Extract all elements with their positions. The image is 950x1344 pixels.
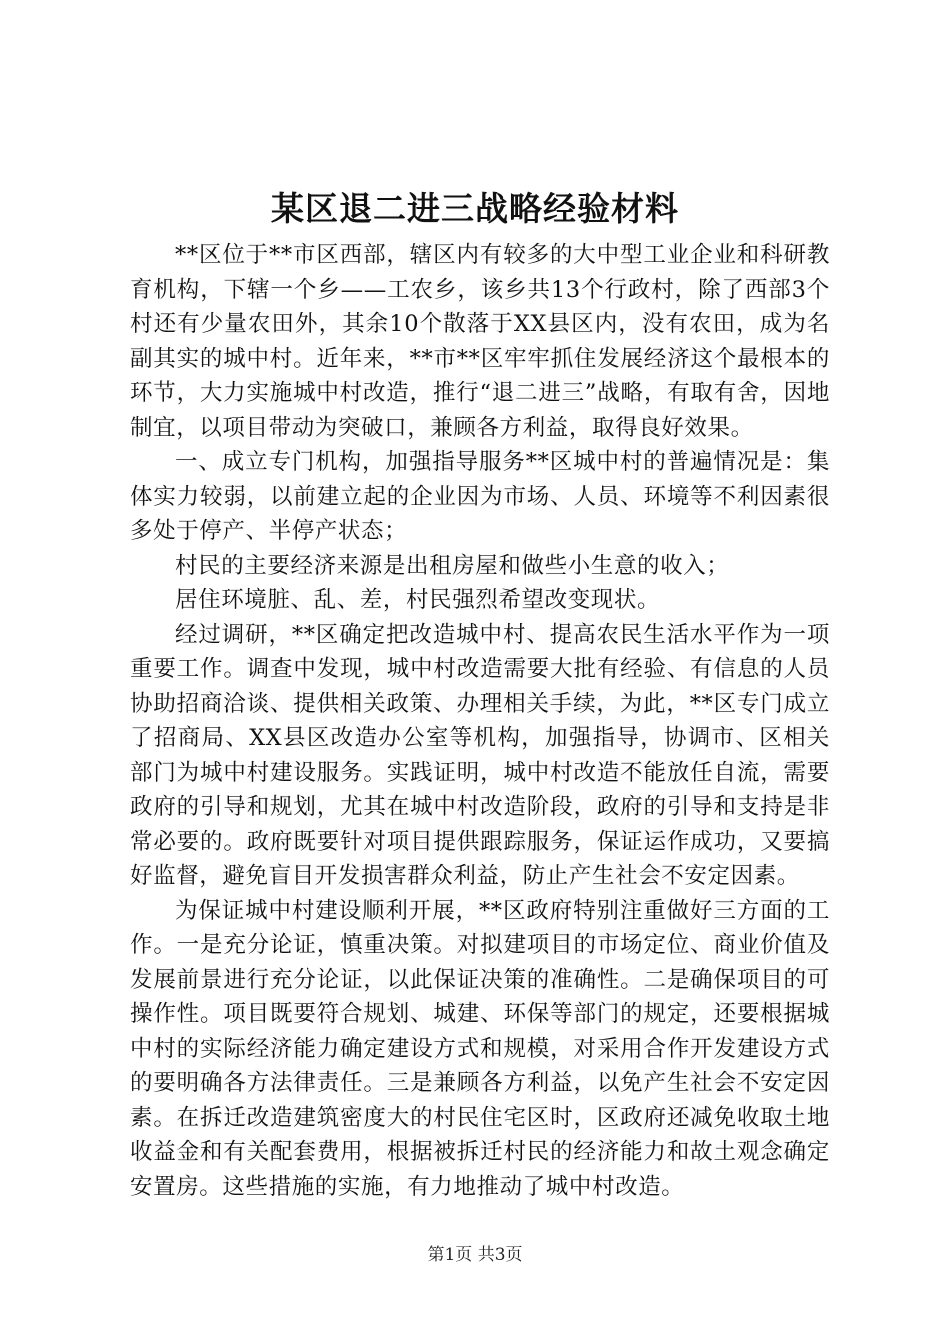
paragraph-research: 经过调研，**区确定把改造城中村、提高农民生活水平作为一项重要工作。调查中发现，城中村改造需要大批有经验、有信息的人员协助招商洽谈、提供相关政策、办理相关手续，为此，**区专门成立了招商局、XX县区改造办公室等机构，加强指导，协调市、区相关部门为城中村建设服务。实践证明，城中村改造不能放任自流，需要政府的引导和规划，尤其在城中村改造阶段，政府的引导和支持是非常必要的。政府既要针对项目提供跟踪服务，保证运作成功，又要搞好监督，避免盲目开发损害群众利益，防止产生社会不安定因素。 (130, 621, 830, 889)
document-title: 某区退二进三战略经验材料 (271, 189, 679, 228)
document-body (130, 238, 830, 1204)
paragraph-intro: **区位于**市区西部，辖区内有较多的大中型工业企业和科研教育机构，下辖一个乡——工农乡，该乡共13个行政村，除了西部3个村还有少量农田外，其余10个散落于XX县区内，没有农田，成为名副其实的城中村。近年来，**市**区牢牢抓住发展经济这个最根本的环节，大力实施城中村改造，推行“退二进三”战略，有取有舍，因地制宜，以项目带动为突破口，兼顾各方利益，取得良好效果。 (130, 242, 830, 441)
paragraph-section-one: 一、成立专门机构，加强指导服务**区城中村的普遍情况是：集体实力较弱，以前建立起的企业因为市场、人员、环境等不利因素很多处于停产、半停产状态； (130, 449, 830, 544)
paragraph-living-environment: 居住环境脏、乱、差，村民强烈希望改变现状。 (175, 587, 661, 613)
page-footer: 第1页 共3页 (427, 1245, 523, 1265)
paragraph-villager-income: 村民的主要经济来源是出租房屋和做些小生意的收入； (175, 552, 730, 579)
paragraph-three-aspects: 为保证城中村建设顺利开展，**区政府特别注重做好三方面的工作。一是充分论证，慎重决策。对拟建项目的市场定位、商业价值及发展前景进行充分论证，以此保证决策的准确性。二是确保项目的可操作性。项目既要符合规划、城建、环保等部门的规定，还要根据城中村的实际经济能力确定建设方式和规模，对采用合作开发建设方式的要明确各方法律责任。三是兼顾各方利益，以免产生社会不安定因素。在拆迁改造建筑密度大的村民住宅区时，区政府还减免收取土地收益金和有关配套费用，根据被拆迁村民的经济能力和故土观念确定安置房。这些措施的实施，有力地推动了城中村改造。 (130, 897, 830, 1200)
